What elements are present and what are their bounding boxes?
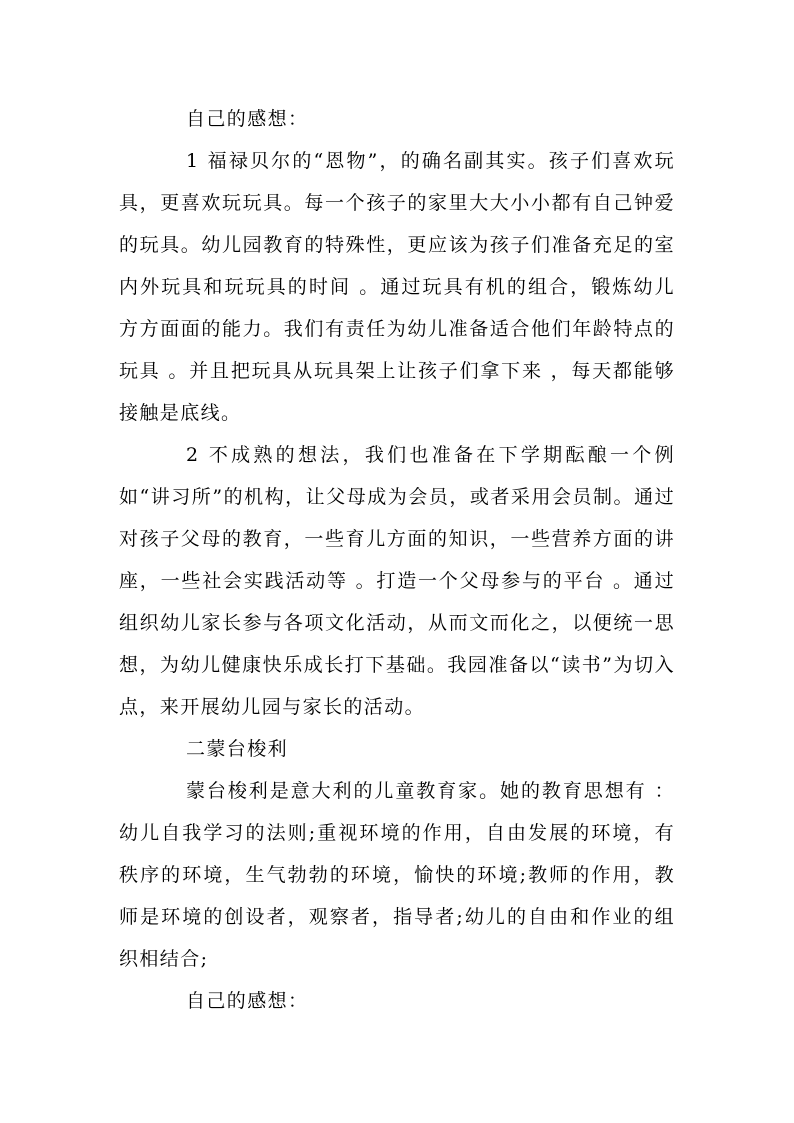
heading-own-thoughts: 自己的感想： bbox=[186, 108, 309, 130]
paragraph-montessori-ideas: 蒙台梭利是意大利的儿童教育家。她的教育思想有 ：幼儿自我学习的法则;重视环境的作用，自由发展的环境，有秩序的环境，生气勃勃的环境，愉快的环境;教师的作用，教师是环境的创设者，观察者，指导者;幼儿的自由和作业的组织相结合; bbox=[119, 780, 675, 970]
paragraph-froebel-gifts: 1 福禄贝尔的“恩物”，的确名副其实。孩子们喜欢玩具，更喜欢玩玩具。每一个孩子的家里大大小小都有自己钟爱的玩具。幼儿园教育的特殊性，更应该为孩子们准备充足的室内外玩具和玩玩具的时间 。通过玩具有机的组合，锻炼幼儿方方面面的能力。我们有责任为幼儿准备适合他们年龄特点的玩具 。并且把玩具从玩具架上让孩子们拿下来 ，每天都能够接触是底线。 bbox=[119, 150, 675, 424]
heading-montessori: 二蒙台梭利 bbox=[186, 738, 289, 760]
paragraph-parent-school: 2 不成熟的想法，我们也准备在下学期酝酿一个例如“讲习所”的机构，让父母成为会员，或者采用会员制。通过对孩子父母的教育，一些育儿方面的知识，一些营养方面的讲座，一些社会实践活动等 。打造一个父母参与的平台 。通过组织幼儿家长参与各项文化活动，从而文而化之，以便统一思想，为幼儿健康快乐成长打下基础。我园准备以“读书”为切入点，来开展幼儿园与家长的活动。 bbox=[119, 444, 675, 718]
document-body bbox=[119, 98, 675, 1022]
heading-own-thoughts-2: 自己的感想： bbox=[186, 990, 309, 1012]
